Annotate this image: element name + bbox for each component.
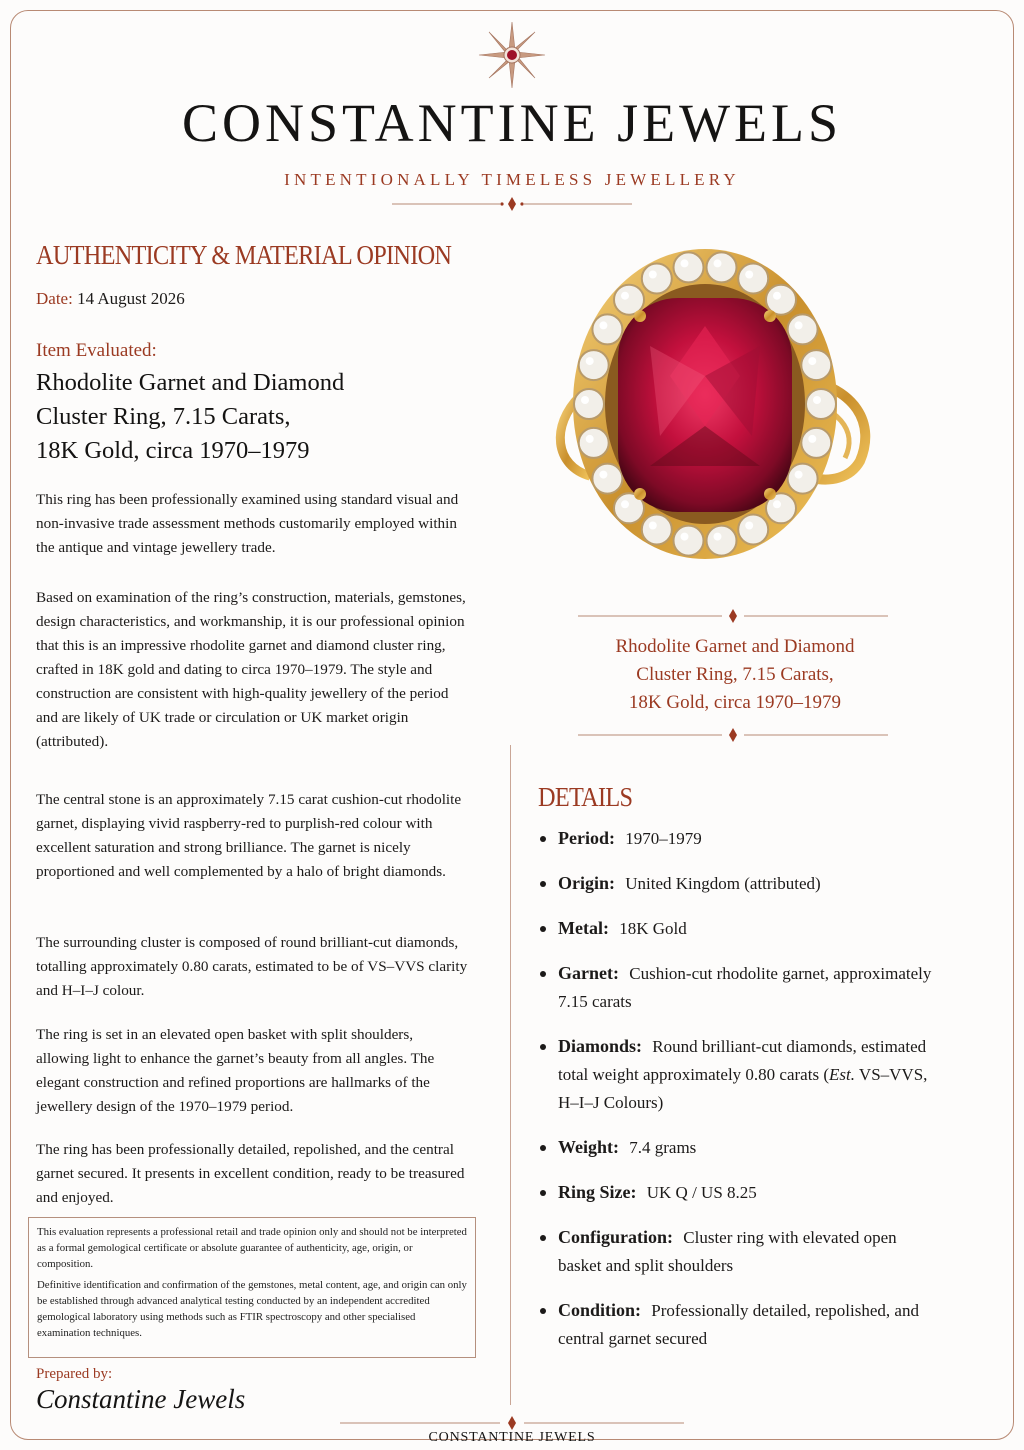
item-title-line: Rhodolite Garnet and Diamond [36,369,345,396]
disclaimer-text: This evaluation represents a professional retail and trade opinion only and should not be interpreted as a formal gemological certificate or absolute guarantee of authenticity, age, origin, or composition. [37,1226,467,1270]
footer-brand: CONSTANTINE JEWELS [428,1430,596,1445]
opinion-title: AUTHENTICITY & MATERIAL OPINION [36,240,452,270]
detail-garnet: Garnet: Cushion-cut rhodolite garnet, approximately 7.15 carats [538,959,938,1016]
halo-diamond [592,464,622,494]
item-title-line: 18K Gold, circa 1970–1979 [36,437,310,464]
halo-diamond [788,464,818,494]
halo-diamond-sparkle [586,357,594,365]
detail-period: Period: 1970–1979 [538,824,938,853]
halo-diamond [707,526,737,556]
header [0,0,1024,220]
halo-diamond-sparkle [621,292,629,300]
halo-diamond [707,252,737,282]
details-list [538,820,938,1353]
evaluation-date [36,289,185,309]
compass-star-logo-icon [477,20,547,90]
detail-condition: Condition: Professionally detailed, repolished, and central garnet secured [538,1296,938,1353]
detail-diamonds: Diamonds: Round brilliant-cut diamonds, estimated total weight approximately 0.80 carats (Est. VS–VVS, H–I–J Colours) [538,1032,938,1117]
opinion-paragraph: The ring has been professionally detailed, repolished, and the central garnet secured. It presents in excellent condition, ready to be treasured and enjoyed. [36,1141,465,1206]
detail-configuration: Configuration: Cluster ring with elevated open basket and split shoulders [538,1223,938,1280]
opinion-paragraph: This ring has been professionally examined using standard visual and non-invasive trade assessment methods customarily employed within the antique and vintage jewellery trade. [36,491,459,556]
brand-name: CONSTANTINE JEWELS [181,93,843,153]
halo-diamond [806,389,836,419]
opinion-paragraph: The ring is set in an elevated open basket with split shoulders, allowing light to enhance the garnet’s beauty from all angles. The elegant construction and refined proportions are hallmarks of the jewellery design of the 1970–1979 period. [36,1026,435,1115]
item-evaluated-title [36,366,456,468]
item-title-line: Cluster Ring, 7.15 Carats, [36,403,291,430]
brand-tagline: INTENTIONALLY TIMELESS JEWELLERY [284,170,740,189]
halo-diamond [788,314,818,344]
halo-diamond-sparkle [599,471,607,479]
halo-diamond-sparkle [795,471,803,479]
halo-diamond [801,428,831,458]
halo-diamond-sparkle [649,522,657,530]
halo-diamond-sparkle [745,522,753,530]
halo-diamond-sparkle [714,533,722,541]
halo-diamond [738,264,768,294]
item-evaluated-label: Item Evaluated: [36,340,157,361]
ring-photo-image [540,226,880,586]
caption-divider-ornament-icon [578,725,888,745]
date-value: 14 August 2026 [77,289,185,308]
disclaimer-text: Definitive identification and confirmation of the gemstones, metal content, age, and origin can only be established through advanced analytical testing conducted by an independent accredited gemological laboratory using methods such as FTIR spectroscopy and other specialised examination techniques. [37,1279,467,1339]
prepared-by-label: Prepared by: [36,1366,113,1382]
halo-diamond [592,314,622,344]
halo-diamond-sparkle [581,396,589,404]
halo-diamond-sparkle [745,271,753,279]
halo-diamond-sparkle [649,271,657,279]
detail-ring-size: Ring Size: UK Q / US 8.25 [538,1178,938,1207]
ring-caption [560,633,910,717]
halo-diamond-sparkle [808,435,816,443]
caption-line: Rhodolite Garnet and Diamond [615,636,855,657]
caption-line: 18K Gold, circa 1970–1979 [628,692,842,713]
halo-diamond-sparkle [586,435,594,443]
halo-diamond [579,428,609,458]
disclaimer-box [28,1217,476,1358]
opinion-paragraph: The central stone is an approximately 7.15 carat cushion-cut rhodolite garnet, displaying vivid raspberry-red to purplish-red colour with excellent saturation and strong brilliance. The garnet is nicely proportioned and well complemented by a halo of bright diamonds. [36,791,462,880]
date-label: Date: [36,289,73,308]
halo-diamond-sparkle [773,292,781,300]
caption-divider-ornament-icon [578,606,888,626]
halo-diamond-sparkle [621,500,629,508]
column-divider [510,745,511,1405]
opinion-paragraph: The surrounding cluster is composed of round brilliant-cut diamonds, totalling approximately 0.80 carats, estimated to be of VS–VVS clarity and H–I–J colour. [36,934,468,999]
halo-diamond [674,252,704,282]
prepared-by-signature: Constantine Jewels [36,1384,246,1414]
halo-diamond [642,264,672,294]
halo-diamond-sparkle [599,321,607,329]
opinion-paragraph: Based on examination of the ring’s construction, materials, gemstones, design characteristics, and workmanship, it is our professional opinion that this is an impressive rhodolite garnet and diamond cluster ring, crafted in 18K gold and dating to circa 1970–1979. The style and construction are consistent with high-quality jewellery of the period and are likely of UK trade or circulation or UK market origin (attributed). [36,589,466,750]
details-title: DETAILS [538,782,633,812]
detail-origin: Origin: United Kingdom (attributed) [538,869,938,898]
header-divider-ornament-icon [392,194,632,214]
detail-metal: Metal: 18K Gold [538,914,938,943]
halo-diamond [801,350,831,380]
detail-weight: Weight: 7.4 grams [538,1133,938,1162]
halo-diamond-sparkle [681,533,689,541]
halo-diamond-sparkle [714,259,722,267]
halo-diamond-sparkle [813,396,821,404]
halo-diamond-sparkle [681,259,689,267]
halo-diamond [738,515,768,545]
halo-diamond [579,350,609,380]
halo-diamond-sparkle [773,500,781,508]
halo-diamond [674,526,704,556]
halo-diamond-sparkle [795,321,803,329]
halo-diamond [642,515,672,545]
halo-diamond-sparkle [808,357,816,365]
caption-line: Cluster Ring, 7.15 Carats, [636,664,834,685]
halo-diamond [574,389,604,419]
